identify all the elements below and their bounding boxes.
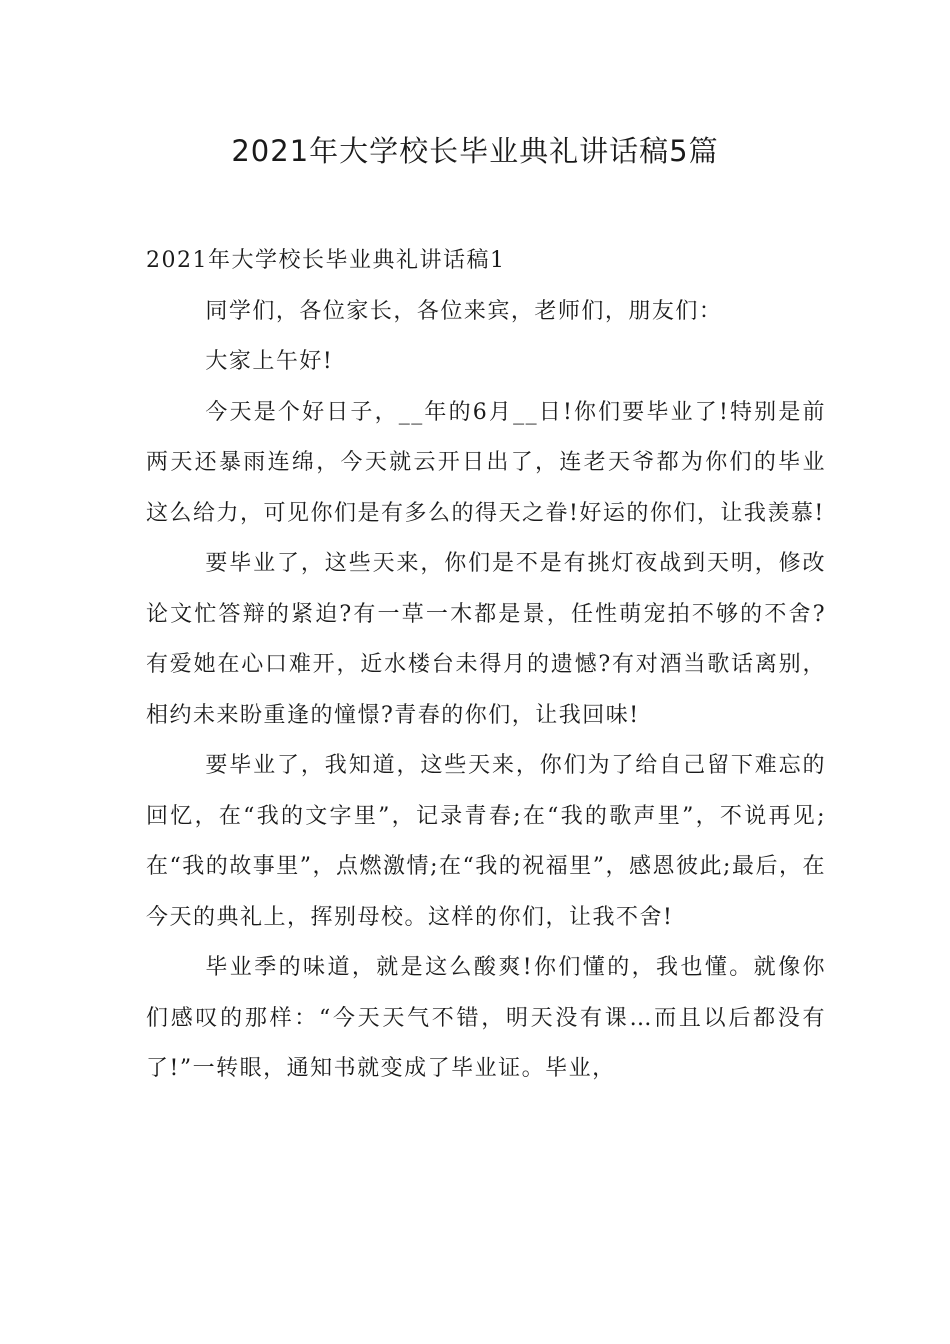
- document-title: 2021年大学校长毕业典礼讲话稿5篇: [231, 134, 719, 168]
- paragraph-graduation-memories: 要毕业了，这些天来，你们是不是有挑灯夜战到天明，修改论文忙答辩的紧迫?有一草一木都是景，任性萌宠拍不够的不舍?有爱她在心口难开，近水楼台未得月的遗憾?有对酒当歌话离别，相约未来盼重逢的憧憬?青春的你们，让我回味!: [146, 551, 826, 728]
- document-body: [146, 236, 826, 1095]
- paragraph-farewell: 要毕业了，我知道，这些天来，你们为了给自己留下难忘的回忆，在“我的文字里”，记录青春;在“我的歌声里”，不说再见;在“我的故事里”，点燃激情;在“我的祝福里”，感恩彼此;最后，在今天的典礼上，挥别母校。这样的你们，让我不舍!: [146, 753, 826, 930]
- section-heading: 2021年大学校长毕业典礼讲话稿1: [146, 248, 506, 273]
- paragraph-graduation-season: 毕业季的味道，就是这么酸爽!你们懂的，我也懂。就像你们感叹的那样：“今天天气不错，明天没有课…而且以后都没有了!”一转眼，通知书就变成了毕业证。毕业，: [146, 955, 826, 1081]
- paragraph-salutation: 同学们，各位家长，各位来宾，老师们，朋友们：: [205, 298, 723, 324]
- paragraph-good-day: 今天是个好日子，__年的6月__日!你们要毕业了!特别是前两天还暴雨连绵，今天就云开日出了，连老天爷都为你们的毕业这么给力，可见你们是有多么的得天之眷!好运的你们，让我羡慕!: [146, 399, 826, 526]
- paragraph-greeting: 大家上午好!: [205, 349, 334, 374]
